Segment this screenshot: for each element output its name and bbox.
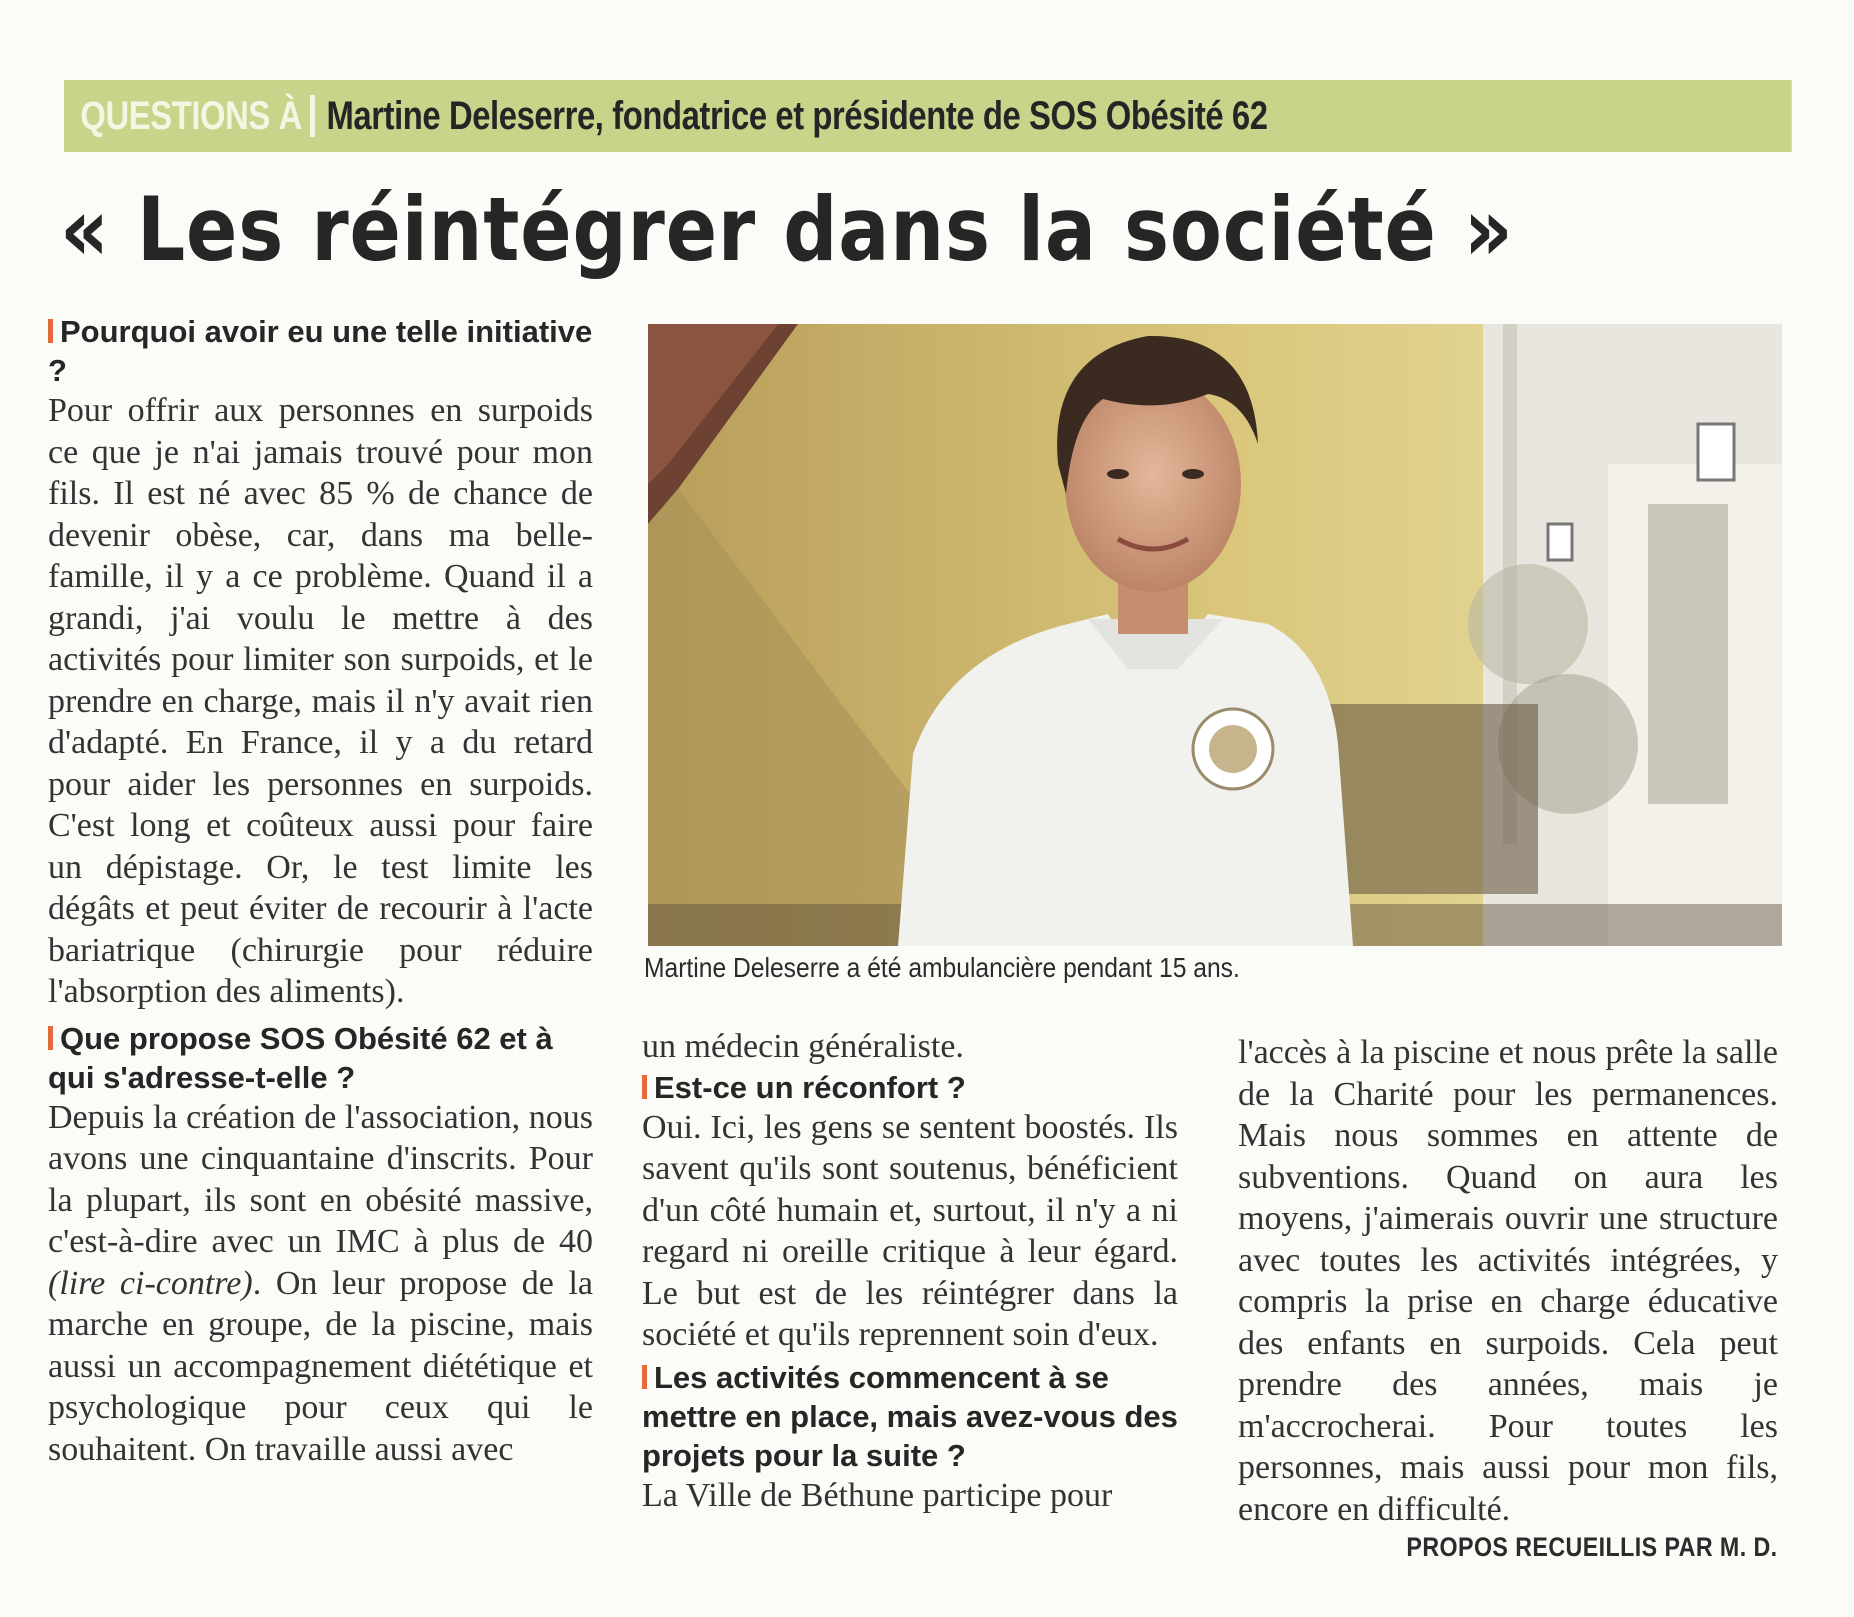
article-column-2	[642, 1026, 1178, 1516]
portrait-photo	[648, 324, 1782, 946]
answer-2-part-1: Depuis la création de l'association, nous avons une cinquantaine d'inscrits. Pour la plupart, ils sont en obésité massive, c'est-à-dire avec un IMC à plus de 40	[48, 1098, 593, 1260]
answer-3: Oui. Ici, les gens se sentent boostés. Ils savent qu'ils sont soutenus, bénéficient d'un côté humain et, surtout, il n'y a ni regard ni oreille critique à leur égard. Le but est de les réintégrer dans la société et qu'ils reprennent soin d'eux.	[642, 1108, 1178, 1353]
article-column-1	[48, 312, 593, 1470]
portrait-photo-image	[648, 324, 1782, 946]
answer-2-part-2: . On leur propose de la marche en groupe, de la piscine, mais aussi un accompagnement diététique et psychologique pour ceux qui le souhaitent. On travaille aussi avec	[48, 1264, 593, 1468]
question-marker	[48, 319, 53, 343]
answer-4-part-2: l'accès à la piscine et nous prête la salle de la Charité pour les permanences. Mais nous sommes en attente de subventions. Quand on aura les moyens, j'aimerais ouvrir une structure avec toutes les activités intégrées, y compris la prise en charge éducative des enfants en surpoids. Cela peut prendre des années, mais je m'accrocherai. Pour toutes les personnes, mais aussi pour mon fils, encore en difficulté.	[1238, 1034, 1778, 1528]
question-2-text: Que propose SOS Obésité 62 et à qui s'adresse-t-elle ?	[48, 1020, 553, 1095]
answer-4-part-1: La Ville de Béthune participe pour	[642, 1476, 1113, 1514]
answer-2	[48, 1097, 593, 1471]
question-marker	[48, 1026, 53, 1050]
question-4	[642, 1358, 1178, 1475]
question-3-text: Est-ce un réconfort ?	[654, 1069, 966, 1105]
question-marker	[642, 1075, 647, 1099]
photo-caption: Martine Deleserre a été ambulancière pendant 15 ans.	[644, 952, 1240, 983]
kicker-title: Martine Deleserre, fondatrice et présidente de SOS Obésité 62	[326, 93, 1268, 138]
answer-2-end: un médecin généraliste.	[642, 1028, 964, 1065]
byline: PROPOS RECUEILLIS PAR M. D.	[1406, 1532, 1778, 1562]
kicker-separator	[310, 95, 315, 137]
question-2	[48, 1019, 593, 1097]
question-3	[642, 1068, 1178, 1107]
question-1-text: Pourquoi avoir eu une telle initiative ?	[48, 314, 593, 388]
question-4-text: Les activités commencent à se mettre en place, mais avez-vous des projets pour la suite ?	[642, 1359, 1178, 1473]
answer-2-aside: (lire ci-contre)	[48, 1264, 253, 1302]
kicker-band	[64, 80, 1792, 152]
kicker-label: QUESTIONS À	[80, 93, 302, 138]
headline: « Les réintégrer dans la société »	[60, 178, 1514, 281]
question-marker	[642, 1365, 647, 1389]
article-column-3	[1238, 1032, 1778, 1530]
question-1	[48, 312, 593, 390]
answer-1: Pour offrir aux personnes en surpoids ce que je n'ai jamais trouvé pour mon fils. Il est né avec 85 % de chance de devenir obèse, car, dans ma belle-famille, il y a ce problème. Quand il a grandi, j'ai voulu le mettre à des activités pour limiter son surpoids, et le prendre en charge, mais il n'y avait rien d'adapté. En France, il y a du retard pour aider les personnes en surpoids. C'est long et coûteux aussi pour faire un dépistage. Or, le test limite les dégâts et peut éviter de recourir à l'acte bariatrique (chirurgie pour réduire l'absorption des aliments).	[48, 392, 593, 1010]
